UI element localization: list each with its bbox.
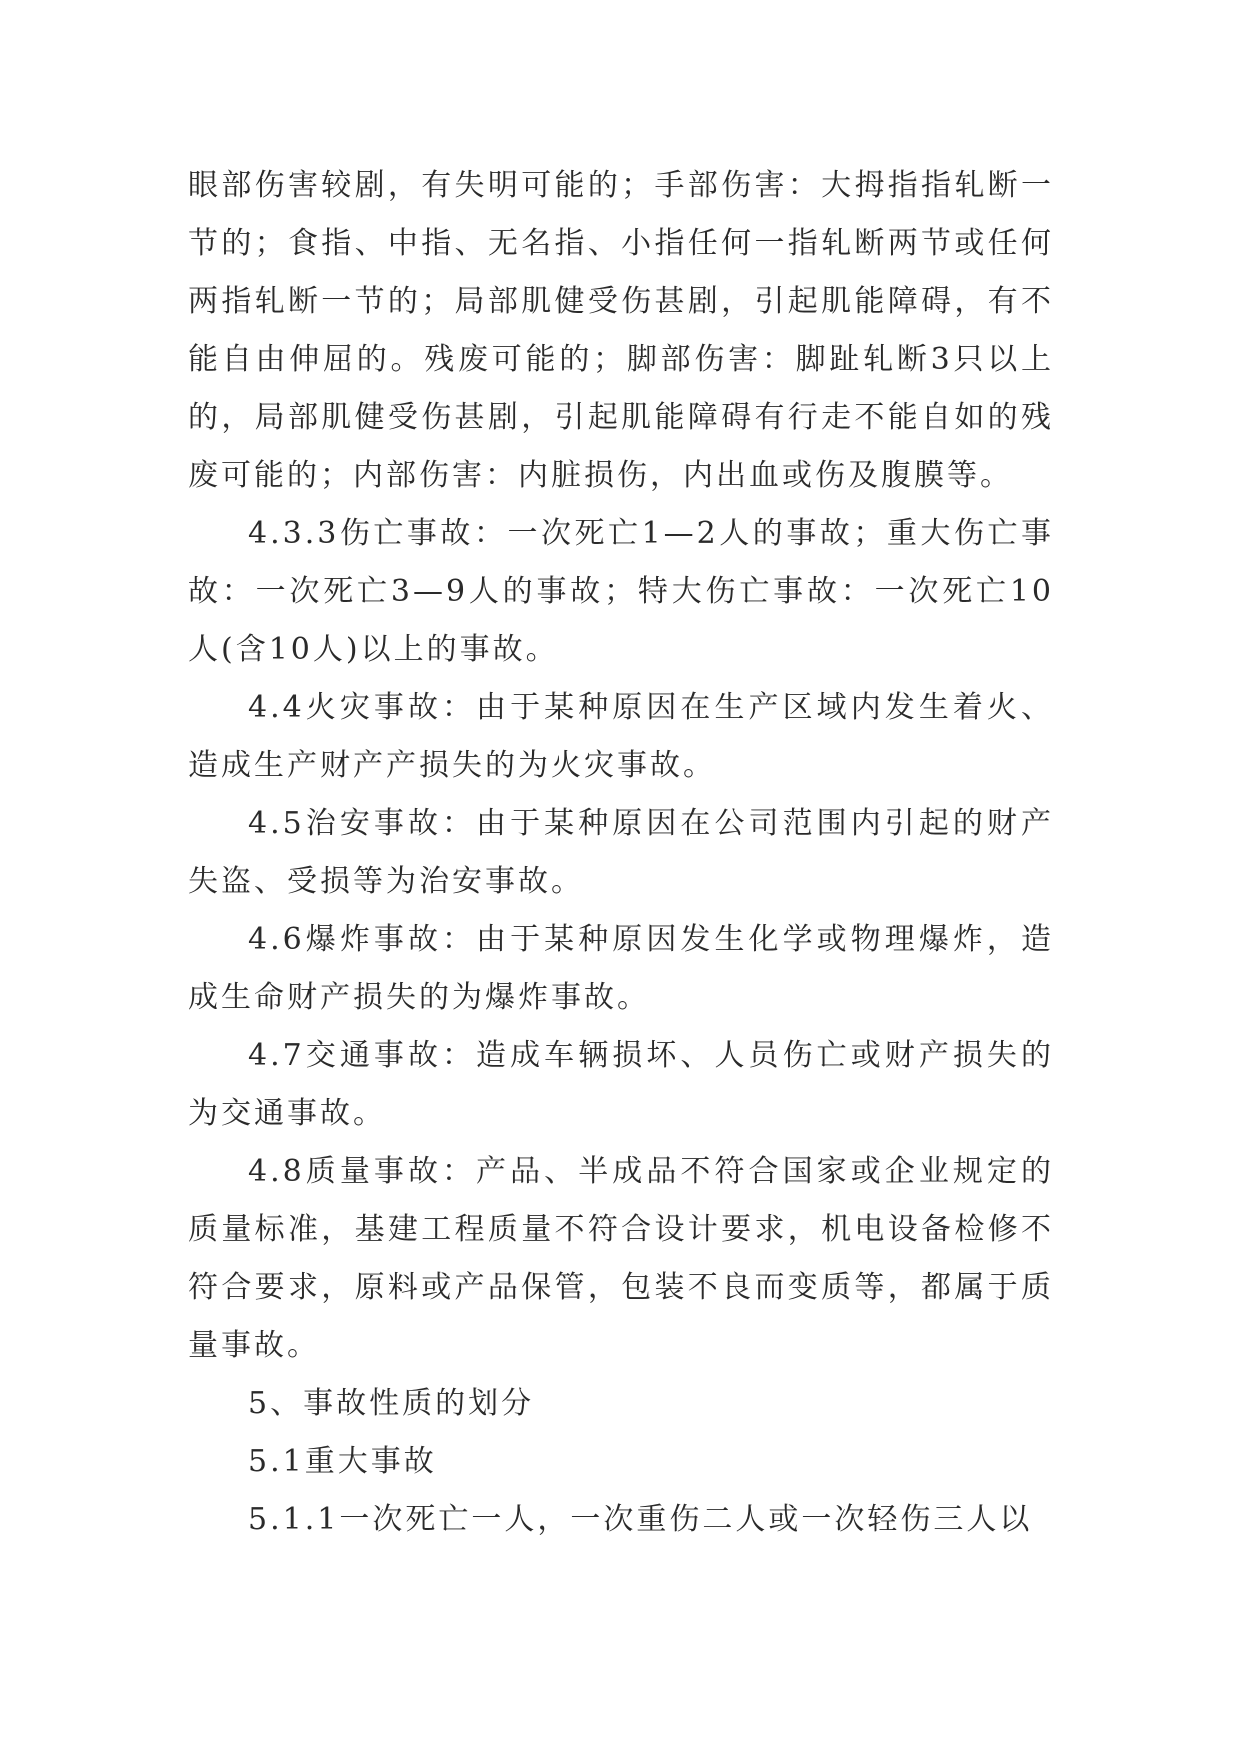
paragraph-injury-description: 眼部伤害较剧，有失明可能的；手部伤害：大拇指指轧断一节的；食指、中指、无名指、小指任何一指轧断两节或任何两指轧断一节的；局部肌健受伤甚剧，引起肌能障碍，有不能自由伸屈的。残废可能的；脚部伤害：脚趾轧断3只以上的，局部肌健受伤甚剧，引起肌能障碍有行走不能自如的残废可能的；内部伤害：内脏损伤，内出血或伤及腹膜等。 [188, 168, 1054, 493]
paragraph-4-7: 4.7交通事故：造成车辆损坏、人员伤亡或财产损失的为交通事故。 [188, 1038, 1054, 1131]
paragraph-4-5: 4.5治安事故：由于某种原因在公司范围内引起的财产失盗、受损等为治安事故。 [188, 806, 1054, 899]
paragraph-4-8: 4.8质量事故：产品、半成品不符合国家或企业规定的质量标准，基建工程质量不符合设计要求，机电设备检修不符合要求，原料或产品保管，包装不良而变质等，都属于质量事故。 [188, 1154, 1054, 1363]
section-heading-5: 5、事故性质的划分 [248, 1386, 535, 1421]
document-body [188, 157, 1054, 1549]
section-heading-5-1: 5.1重大事故 [248, 1444, 437, 1479]
paragraph-4-6: 4.6爆炸事故：由于某种原因发生化学或物理爆炸，造成生命财产损失的为爆炸事故。 [188, 922, 1054, 1015]
paragraph-5-1-1: 5.1.1一次死亡一人，一次重伤二人或一次轻伤三人以 [248, 1502, 1033, 1537]
paragraph-4-4: 4.4火灾事故：由于某种原因在生产区域内发生着火、造成生产财产产损失的为火灾事故。 [188, 690, 1054, 783]
paragraph-4-3-3: 4.3.3伤亡事故：一次死亡1—2人的事故；重大伤亡事故：一次死亡3—9人的事故；特大伤亡事故：一次死亡10人(含10人)以上的事故。 [188, 516, 1054, 667]
